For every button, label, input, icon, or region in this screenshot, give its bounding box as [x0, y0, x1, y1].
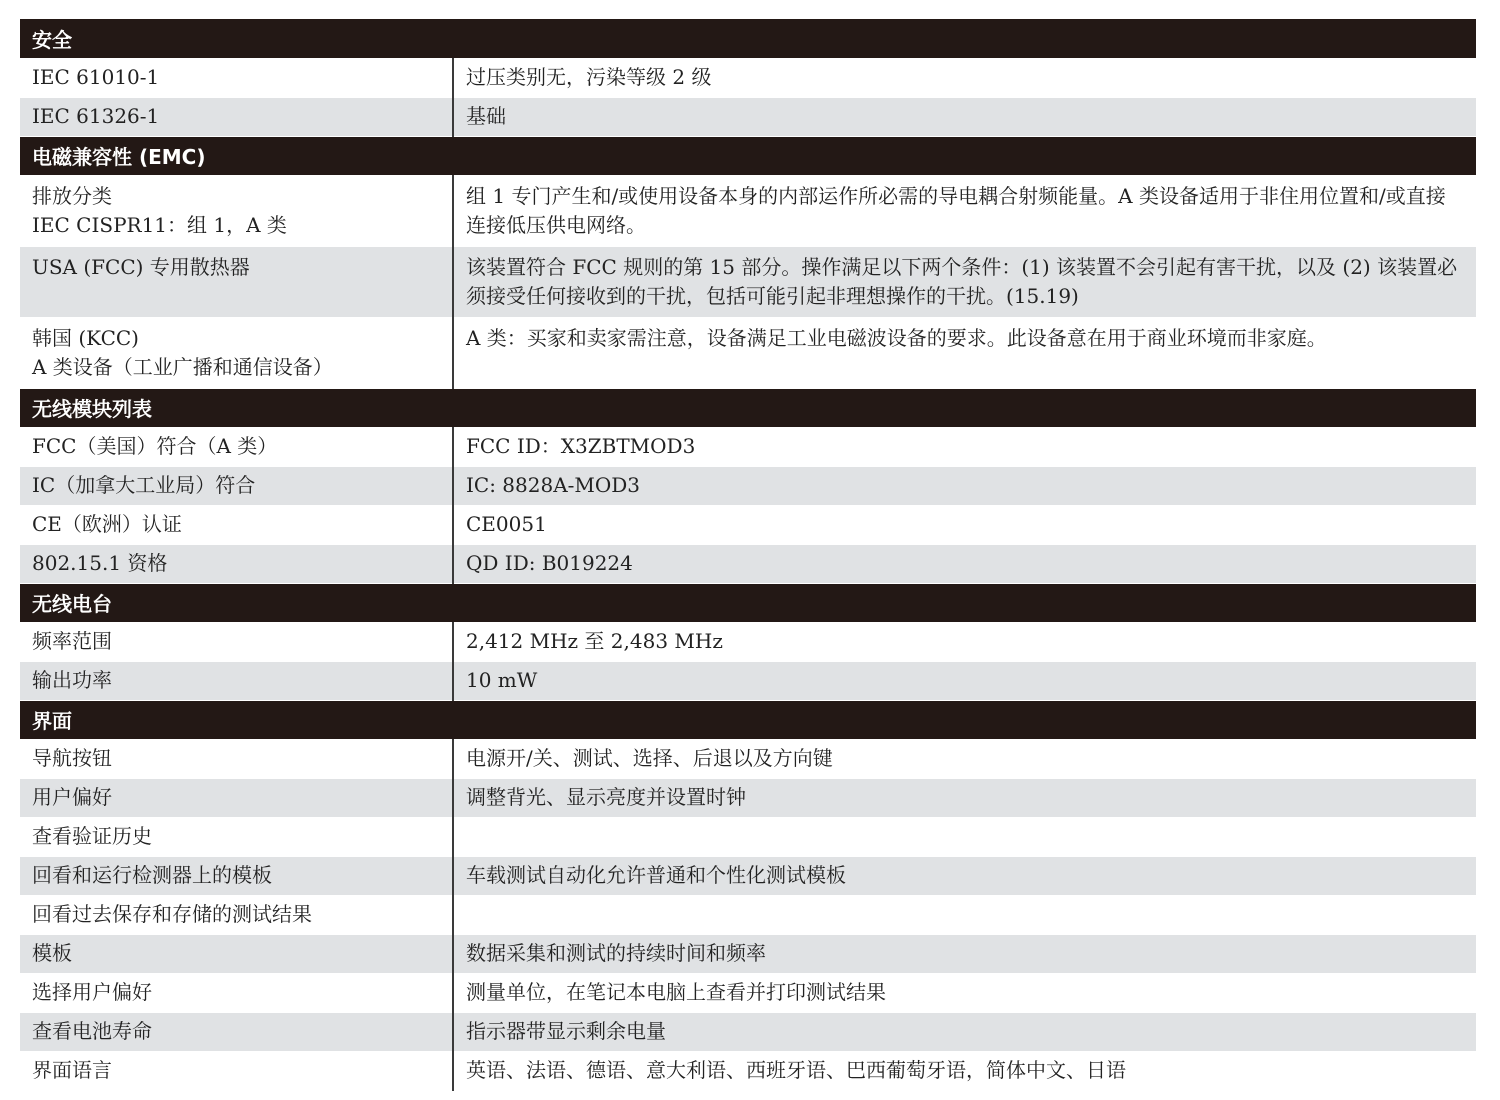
spec-label — [20, 856, 453, 895]
spec-value — [453, 973, 1476, 1012]
spec-label — [20, 505, 453, 544]
spec-value-text: 该装置符合 FCC 规则的第 15 部分。操作满足以下两个条件：(1) 该装置不会引起有害干扰，以及 (2) 该装置必须接受任何接收到的干扰，包括可能引起非理想操作的干扰。(15.19) — [466, 254, 1458, 308]
spec-value-text: FCC ID：X3ZBTMOD3 — [466, 433, 696, 458]
spec-label — [20, 622, 453, 661]
section-title: 无线电台 — [20, 583, 1476, 622]
table-row — [20, 505, 1476, 544]
spec-label — [20, 778, 453, 817]
spec-value-text: QD ID: B019224 — [466, 550, 633, 575]
spec-label — [20, 175, 453, 246]
spec-table — [20, 19, 1476, 1091]
spec-label-line: 韩国 (KCC) — [32, 325, 139, 350]
spec-label-line: 输出功率 — [32, 667, 112, 692]
spec-label-line: 回看过去保存和存储的测试结果 — [32, 901, 312, 926]
table-row — [20, 934, 1476, 973]
spec-label-line: 用户偏好 — [32, 784, 112, 809]
spec-value-text: 基础 — [466, 103, 506, 128]
spec-value — [453, 622, 1476, 661]
spec-value — [453, 505, 1476, 544]
spec-value — [453, 895, 1476, 934]
spec-value — [453, 317, 1476, 388]
table-row — [20, 58, 1476, 97]
section-header — [20, 136, 1476, 175]
section-header — [20, 583, 1476, 622]
spec-label — [20, 817, 453, 856]
spec-label-line: IEC 61326-1 — [32, 103, 160, 128]
spec-label — [20, 1012, 453, 1051]
spec-value-text: 调整背光、显示亮度并设置时钟 — [466, 784, 746, 809]
spec-value — [453, 1012, 1476, 1051]
spec-value-text: 2,412 MHz 至 2,483 MHz — [466, 628, 723, 653]
spec-value-text: IC: 8828A-MOD3 — [466, 472, 641, 497]
spec-label — [20, 427, 453, 466]
section-header — [20, 388, 1476, 427]
spec-value — [453, 856, 1476, 895]
spec-value — [453, 246, 1476, 317]
spec-value-text: 数据采集和测试的持续时间和频率 — [466, 940, 766, 965]
table-row — [20, 544, 1476, 583]
spec-label-line: IC（加拿大工业局）符合 — [32, 472, 256, 497]
spec-value — [453, 778, 1476, 817]
spec-label-line: 回看和运行检测器上的模板 — [32, 862, 272, 887]
spec-label — [20, 97, 453, 136]
section-title: 电磁兼容性 (EMC) — [20, 136, 1476, 175]
spec-label-line: USA (FCC) 专用散热器 — [32, 254, 250, 279]
table-row — [20, 856, 1476, 895]
spec-label-line: 查看验证历史 — [32, 823, 152, 848]
spec-value-text: 测量单位，在笔记本电脑上查看并打印测试结果 — [466, 979, 886, 1004]
spec-label — [20, 895, 453, 934]
table-row — [20, 973, 1476, 1012]
spec-value-text: 英语、法语、德语、意大利语、西班牙语、巴西葡萄牙语，简体中文、日语 — [466, 1057, 1126, 1082]
spec-value-text: 指示器带显示剩余电量 — [466, 1018, 666, 1043]
spec-value-text: CE0051 — [466, 511, 547, 536]
spec-label-line: IEC 61010-1 — [32, 64, 160, 89]
spec-value-text: A 类：买家和卖家需注意，设备满足工业电磁波设备的要求。此设备意在用于商业环境而非家庭。 — [466, 325, 1327, 350]
spec-value-text: 10 mW — [466, 667, 538, 692]
table-row — [20, 661, 1476, 700]
spec-value — [453, 97, 1476, 136]
spec-value-text: 电源开/关、测试、选择、后退以及方向键 — [466, 745, 833, 770]
spec-label — [20, 1051, 453, 1090]
spec-label — [20, 934, 453, 973]
spec-label — [20, 246, 453, 317]
spec-label-line: 模板 — [32, 940, 72, 965]
spec-label-line: A 类设备（工业广播和通信设备） — [32, 354, 333, 379]
spec-label-line: IEC CISPR11：组 1，A 类 — [32, 212, 287, 237]
spec-value-text: 组 1 专门产生和/或使用设备本身的内部运作所必需的导电耦合射频能量。A 类设备适用于非住用位置和/或直接连接低压供电网络。 — [466, 183, 1446, 237]
spec-value — [453, 661, 1476, 700]
spec-value — [453, 58, 1476, 97]
table-row — [20, 1012, 1476, 1051]
table-row — [20, 97, 1476, 136]
spec-label — [20, 661, 453, 700]
table-row — [20, 895, 1476, 934]
spec-label — [20, 317, 453, 388]
spec-value-text: 车载测试自动化允许普通和个性化测试模板 — [466, 862, 846, 887]
section-title: 界面 — [20, 700, 1476, 739]
table-row — [20, 1051, 1476, 1090]
spec-label-line: 802.15.1 资格 — [32, 550, 168, 575]
spec-label-line: 导航按钮 — [32, 745, 112, 770]
spec-value — [453, 466, 1476, 505]
table-row — [20, 817, 1476, 856]
spec-label — [20, 58, 453, 97]
table-row — [20, 427, 1476, 466]
spec-label-line: 选择用户偏好 — [32, 979, 152, 1004]
spec-value-text: 过压类别无，污染等级 2 级 — [466, 64, 712, 89]
spec-label — [20, 544, 453, 583]
spec-value — [453, 544, 1476, 583]
spec-value — [453, 934, 1476, 973]
section-title: 无线模块列表 — [20, 388, 1476, 427]
table-row — [20, 317, 1476, 388]
spec-label-line: 排放分类 — [32, 183, 112, 208]
section-header — [20, 700, 1476, 739]
section-title: 安全 — [20, 19, 1476, 58]
spec-label-line: 频率范围 — [32, 628, 112, 653]
spec-label — [20, 973, 453, 1012]
section-header — [20, 19, 1476, 58]
spec-value — [453, 427, 1476, 466]
table-row — [20, 739, 1476, 778]
table-row — [20, 466, 1476, 505]
table-row — [20, 622, 1476, 661]
spec-label — [20, 739, 453, 778]
spec-value — [453, 1051, 1476, 1090]
spec-label — [20, 466, 453, 505]
table-row — [20, 778, 1476, 817]
spec-label-line: FCC（美国）符合（A 类） — [32, 433, 278, 458]
spec-label-line: CE（欧洲）认证 — [32, 511, 182, 536]
spec-value — [453, 817, 1476, 856]
spec-body — [20, 19, 1476, 1090]
table-row — [20, 246, 1476, 317]
spec-label-line: 查看电池寿命 — [32, 1018, 152, 1043]
table-row — [20, 175, 1476, 246]
spec-value — [453, 175, 1476, 246]
spec-value — [453, 739, 1476, 778]
spec-label-line: 界面语言 — [32, 1057, 112, 1082]
